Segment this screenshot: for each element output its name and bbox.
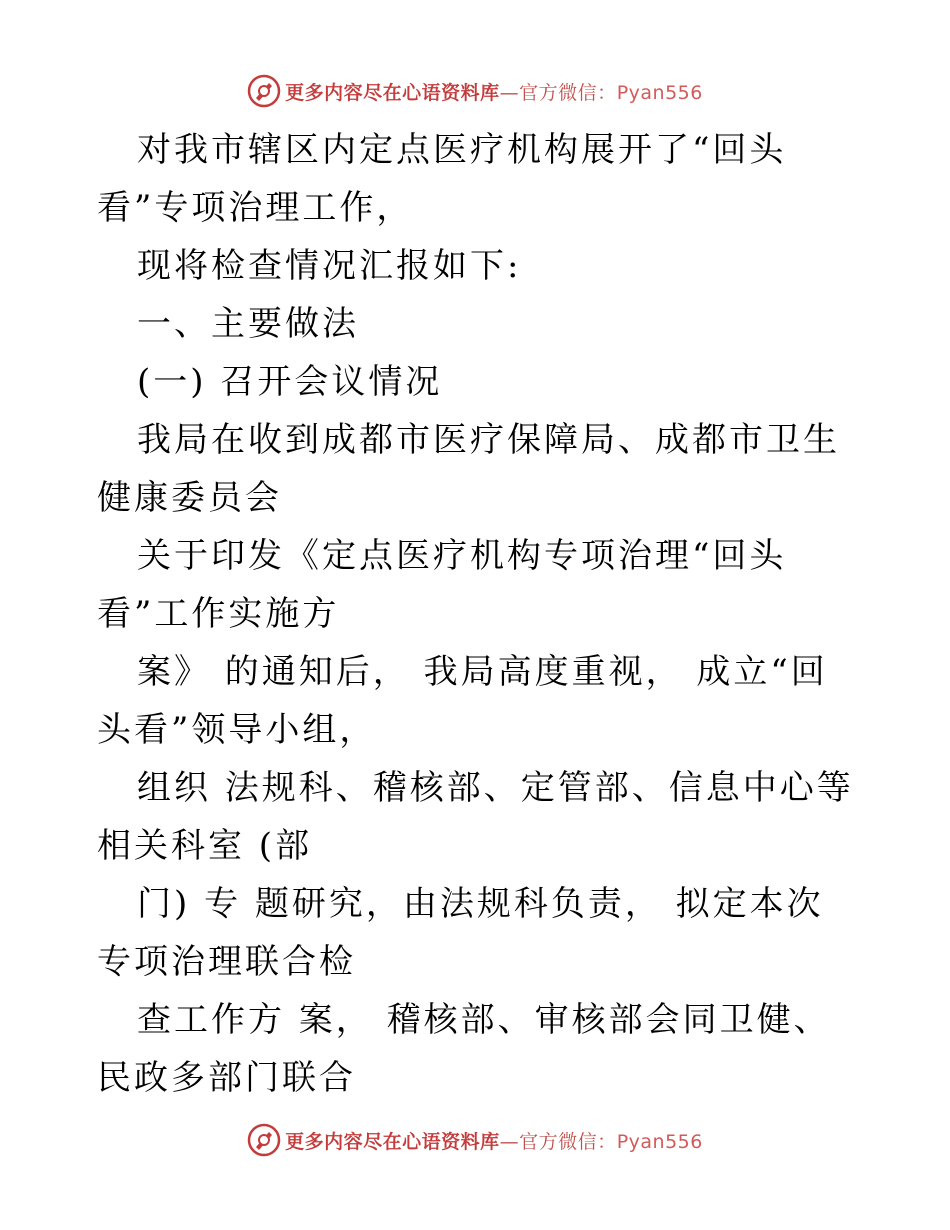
banner-text	[285, 78, 703, 105]
paragraph: 我局在收到成都市医疗保障局、成都市卫生健康委员会	[97, 420, 840, 518]
header-banner	[0, 71, 950, 111]
banner-wechat-label: 官方微信：	[519, 81, 617, 104]
banner-wechat-id: Pyan556	[616, 1130, 703, 1153]
paragraph: 案》 的通知后， 我局高度重视， 成立“回头看”领导小组，	[97, 652, 828, 750]
paragraph: 关于印发《定点医疗机构专项治理“回头看”工作实施方	[97, 536, 787, 634]
document-body	[97, 121, 857, 1107]
banner-wechat-label: 官方微信：	[519, 1130, 617, 1153]
paragraph: 门) 专 题研究，由法规科负责， 拟定本次专项治理联合检	[97, 884, 824, 982]
subsection-heading: (一) 召开会议情况	[137, 362, 443, 402]
banner-brand: 更多内容尽在心语资料库	[285, 81, 500, 104]
banner-separator: —	[499, 81, 520, 104]
logo-icon	[247, 1123, 281, 1157]
banner-text	[285, 1127, 703, 1154]
section-heading: 一、主要做法	[137, 304, 359, 344]
paragraph: 组织 法规科、稽核部、定管部、信息中心等相关科室 (部	[97, 768, 854, 866]
paragraph: 对我市辖区内定点医疗机构展开了“回头看”专项治理工作，	[97, 130, 787, 228]
paragraph: 现将检查情况汇报如下:	[137, 246, 522, 286]
banner-wechat-id: Pyan556	[616, 81, 703, 104]
paragraph: 查工作方 案， 稽核部、审核部会同卫健、民政多部门联合	[97, 1000, 831, 1098]
logo-icon	[247, 74, 281, 108]
banner-brand: 更多内容尽在心语资料库	[285, 1130, 500, 1153]
footer-banner	[0, 1120, 950, 1160]
banner-separator: —	[499, 1130, 520, 1153]
